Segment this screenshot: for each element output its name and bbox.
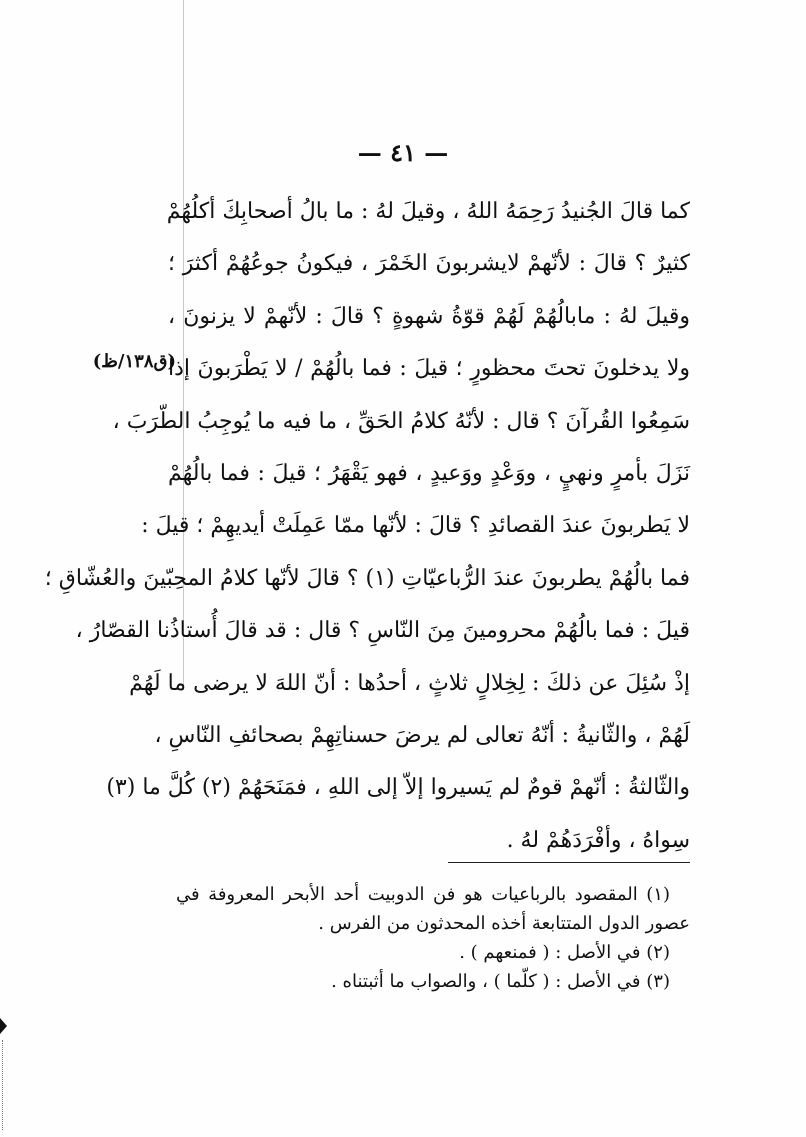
page-number: — ٤١ —	[357, 138, 449, 167]
footnote-2: (٢) في الأصل : ( فمنعهم ) .	[459, 942, 670, 963]
body-line: وقيلَ لهُ : مابالُهُمْ لَهُمْ قوّةُ شهوةٍ ؟ قالَ : لأنّهمْ لا يزنونَ ،	[168, 303, 690, 329]
binding-edge-mark	[0, 1018, 7, 1034]
body-line: ولا يدخلونَ تحتَ محظورٍ ؛ قيلَ : فما بالُهُمْ / لا يَطْرَبونَ إذا	[168, 356, 690, 382]
footnote-1-line-2: عصور الدول المتتابعة أخذه المحدثون من الفرس .	[318, 913, 690, 934]
body-line: نَزَلَ بأمرٍ ونهيٍ ، ووَعْدٍ ووَعيدٍ ، فهو يَقْهَرُ ؛ قيلَ : فما بالُهُمْ	[168, 460, 690, 486]
scan-edge-specks	[2, 1040, 5, 1130]
body-line: والثّالثةُ : أنّهمْ قومٌ لم يَسيروا إلاّ إلى اللهِ ، فمَنَحَهُمْ (٢) كُلَّ ما (٣)	[106, 775, 690, 801]
body-line: كما قالَ الجُنيدُ رَحِمَهُ اللهُ ، وقيلَ لهُ : ما بالُ أصحابِكَ أكلُهُمْ	[166, 199, 690, 224]
body-line: لا يَطربونَ عندَ القصائدِ ؟ قالَ : لأنّها ممّا عَمِلَتْ أيديهِمْ ؛ قيلَ :	[141, 513, 690, 539]
body-line: إذْ سُئِلَ عن ذلكَ : لِخِلالٍ ثلاثٍ ، أحدُها : أنّ اللهَ لا يرضى ما لَهُمْ	[129, 670, 690, 696]
footnote-separator	[448, 862, 690, 863]
body-line: قيلَ : فما بالُهُمْ محرومينَ مِنَ النّاسِ ؟ قال : قد قالَ أُستاذُنا القصّارُ ،	[75, 618, 690, 644]
body-line: لَهُمْ ، والثّانيةُ : أنّهُ تعالى لم يرضَ حسناتِهِمْ بصحائفِ النّاسِ ،	[154, 722, 690, 748]
body-line: كثيرٌ ؟ قالَ : لأنّهمْ لايشربونَ الخَمْرَ ، فيكونُ جوعُهُمْ أكثرَ ؛	[168, 251, 690, 277]
body-line: فما بالُهُمْ يطربونَ عندَ الرُّباعيّاتِ (١) ؟ قالَ لأنّها كلامُ المحِبّينَ والعُشّاقِ ؛	[44, 565, 690, 591]
footnotes	[176, 880, 690, 996]
manuscript-folio-note: (ق١٣٨/ظ)	[92, 351, 176, 372]
footnote-3: (٣) في الأصل : ( كلّما ) ، والصواب ما أثبتناه .	[331, 971, 670, 992]
body-line: سَمِعُوا القُرآنَ ؟ قال : لأنّهُ كلامُ الحَقِّ ، ما فيه ما يُوجِبُ الطّرَبَ ،	[112, 408, 690, 434]
footnote-1-line-1: (١) المقصود بالرباعيات هو فن الدوبيت أحد الأبحر المعروفة في	[176, 884, 670, 905]
body-line: سِواهُ ، وأفْرَدَهُمْ لهُ .	[506, 827, 690, 853]
